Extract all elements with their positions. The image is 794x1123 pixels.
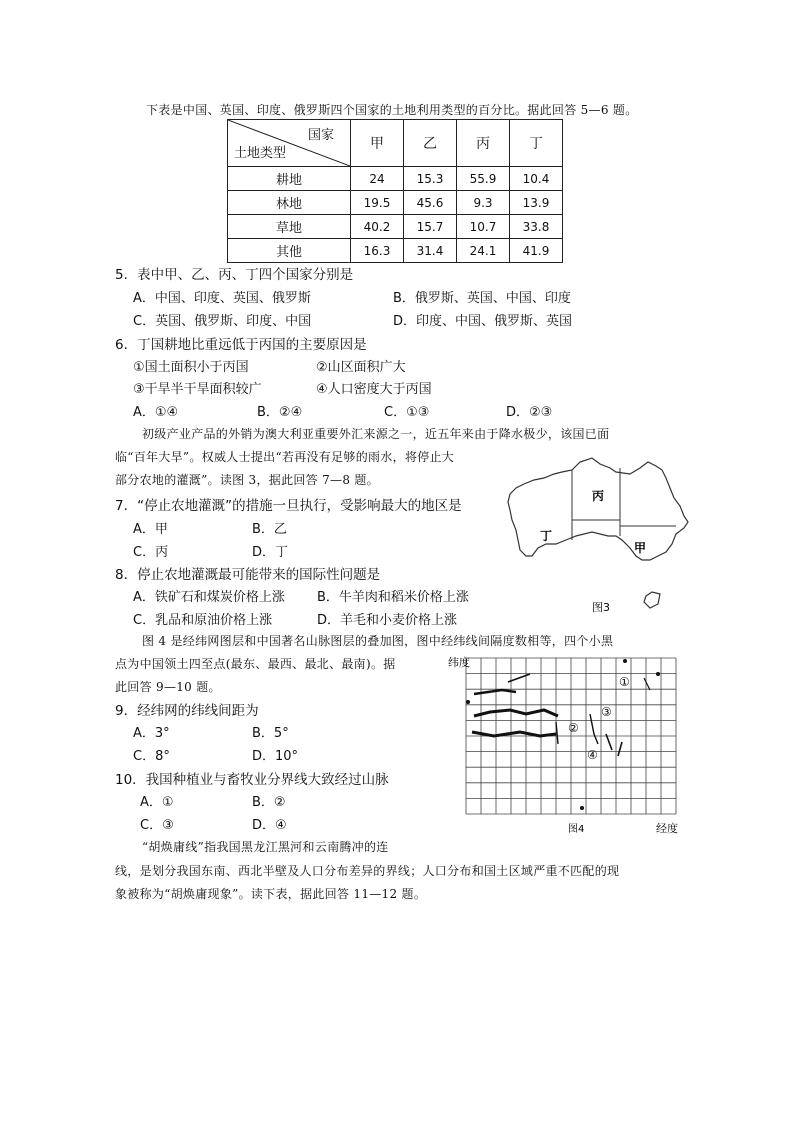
- q9-option-d[interactable]: D．10°: [252, 749, 299, 764]
- table-cell: 24: [351, 167, 404, 191]
- q5-option-c[interactable]: C．英国、俄罗斯、印度、中国: [133, 314, 312, 329]
- row-header: 耕地: [228, 167, 351, 191]
- q9-option-b[interactable]: B．5°: [252, 726, 289, 741]
- table-cell: 9.3: [457, 191, 510, 215]
- figure-3-caption: 图3: [592, 601, 610, 614]
- q10-option-a[interactable]: A．①: [140, 795, 174, 810]
- q7-option-c[interactable]: C．丙: [133, 545, 169, 560]
- figure-4-graticule-map: [444, 652, 694, 836]
- table-cell: 33.8: [510, 215, 563, 239]
- row-header: 林地: [228, 191, 351, 215]
- q9-option-a[interactable]: A．3°: [133, 726, 170, 741]
- q7-option-d[interactable]: D．丁: [252, 545, 289, 560]
- intro-hu-line-3: 象被称为“胡焕庸现象”。读下表，据此回答 11—12 题。: [115, 887, 427, 901]
- table-row: [228, 239, 563, 263]
- table-cell: 16.3: [351, 239, 404, 263]
- q6-option-a[interactable]: A．①④: [133, 405, 179, 420]
- table-cell: 55.9: [457, 167, 510, 191]
- q5-option-a[interactable]: A．中国、印度、英国、俄罗斯: [133, 291, 311, 306]
- table-cell: 41.9: [510, 239, 563, 263]
- region-label-jia: 甲: [634, 541, 647, 555]
- northernmost-point: [623, 659, 627, 663]
- land-use-table: [227, 119, 563, 263]
- column-header: 丙: [457, 120, 510, 167]
- intro-australia-1: 初级产业产品的外销为澳大利亚重要外汇来源之一，近五年来由于降水极少，该国已面: [142, 427, 610, 441]
- table-cell: 45.6: [404, 191, 457, 215]
- q8-option-b[interactable]: B．牛羊肉和稻米价格上涨: [317, 590, 469, 605]
- q6-statement-3: ③干旱半干旱面积较广: [133, 382, 262, 397]
- table-row: [228, 167, 563, 191]
- question-8-stem: 8．停止农地灌溉最可能带来的国际性问题是: [115, 567, 381, 583]
- easternmost-point: [656, 672, 660, 676]
- q5-option-d[interactable]: D．印度、中国、俄罗斯、英国: [393, 314, 573, 329]
- q6-statement-1: ①国土面积小于丙国: [133, 360, 249, 375]
- intro-australia-3: 部分农地的灌溉”。读图 3，据此回答 7—8 题。: [115, 473, 379, 487]
- q10-option-d[interactable]: D．④: [252, 818, 287, 833]
- x-axis-label: 经度: [656, 822, 678, 835]
- southernmost-point: [580, 806, 584, 810]
- question-6-stem: 6．丁国耕地比重远低于丙国的主要原因是: [115, 337, 367, 353]
- intro-land-use: 下表是中国、英国、印度、俄罗斯四个国家的土地利用类型的百分比。据此回答 5—6 题。: [146, 103, 638, 117]
- column-header: 乙: [404, 120, 457, 167]
- table-cell: 40.2: [351, 215, 404, 239]
- mountain-range: [472, 732, 556, 736]
- column-header: 丁: [510, 120, 563, 167]
- westernmost-point: [466, 700, 470, 704]
- region-label-bing: 丙: [592, 489, 605, 503]
- intro-graticule-1: 图 4 是经纬网图层和中国著名山脉图层的叠加图，图中经纬线间隔度数相等，四个小黑: [142, 634, 614, 648]
- table-row: [228, 215, 563, 239]
- intro-hu-line-2: 线，是划分我国东南、西北半壁及人口分布差异的界线；人口分布和国土区域严重不匹配的现: [115, 864, 620, 878]
- marker-1: ①: [619, 675, 630, 689]
- table-row: [228, 191, 563, 215]
- figure-4-caption: 图4: [568, 824, 585, 835]
- q9-option-c[interactable]: C．8°: [133, 749, 170, 764]
- marker-4: ④: [587, 748, 598, 762]
- q6-option-b[interactable]: B．②④: [257, 405, 303, 420]
- table-cell: 10.7: [457, 215, 510, 239]
- figure-3-australia-map: [500, 448, 700, 618]
- mountain-range: [606, 734, 612, 750]
- table-cell: 10.4: [510, 167, 563, 191]
- mountain-range: [644, 678, 650, 690]
- q10-option-c[interactable]: C．③: [140, 818, 174, 833]
- mountain-range: [474, 710, 558, 716]
- intro-graticule-2: 点为中国领土四至点(最东、最西、最北、最南)。据: [115, 657, 396, 671]
- australia-outline: [508, 458, 688, 560]
- question-9-stem: 9．经纬网的纬线间距为: [115, 703, 259, 719]
- tasmania-outline: [644, 592, 660, 608]
- table-cell: 24.1: [457, 239, 510, 263]
- region-label-ding: 丁: [540, 529, 553, 543]
- mountain-range: [618, 742, 622, 756]
- q7-option-b[interactable]: B．乙: [252, 522, 287, 537]
- q10-option-b[interactable]: B．②: [252, 795, 286, 810]
- q6-statement-4: ④人口密度大于丙国: [316, 382, 432, 397]
- question-10-stem: 10．我国种植业与畜牧业分界线大致经过山脉: [115, 772, 389, 788]
- table-cell: 19.5: [351, 191, 404, 215]
- q6-statement-2: ②山区面积广大: [316, 360, 406, 375]
- diag-top-label: 国家: [307, 128, 334, 143]
- q6-option-c[interactable]: C．①③: [384, 405, 430, 420]
- q7-option-a[interactable]: A．甲: [133, 522, 168, 537]
- marker-2: ②: [568, 721, 579, 735]
- row-header: 其他: [228, 239, 351, 263]
- table-cell: 15.7: [404, 215, 457, 239]
- question-5-stem: 5．表中甲、乙、丙、丁四个国家分别是: [115, 267, 354, 283]
- table-cell: 15.3: [404, 167, 457, 191]
- row-header: 草地: [228, 215, 351, 239]
- column-header: 甲: [351, 120, 404, 167]
- table-cell: 31.4: [404, 239, 457, 263]
- question-7-stem: 7．“停止农地灌溉”的措施一旦执行，受影响最大的地区是: [115, 498, 462, 514]
- mountain-range: [590, 714, 598, 744]
- q8-option-c[interactable]: C．乳品和原油价格上涨: [133, 613, 273, 628]
- intro-graticule-3: 此回答 9—10 题。: [115, 680, 221, 694]
- table-cell: 13.9: [510, 191, 563, 215]
- q5-option-b[interactable]: B．俄罗斯、英国、中国、印度: [393, 291, 571, 306]
- mountain-range: [474, 690, 516, 694]
- q8-option-d[interactable]: D．羊毛和小麦价格上涨: [317, 613, 458, 628]
- q8-option-a[interactable]: A．铁矿石和煤炭价格上涨: [133, 590, 285, 605]
- intro-hu-line-1: “胡焕庸线”指我国黑龙江黑河和云南腾冲的连: [142, 840, 389, 854]
- marker-3: ③: [601, 705, 612, 719]
- table-diagonal-header: [228, 120, 351, 167]
- q6-option-d[interactable]: D．②③: [506, 405, 553, 420]
- intro-australia-2: 临“百年大旱”。权威人士提出“若再没有足够的雨水，将停止大: [115, 450, 455, 464]
- diag-bottom-label: 土地类型: [234, 146, 287, 161]
- y-axis-label: 纬度: [448, 656, 470, 669]
